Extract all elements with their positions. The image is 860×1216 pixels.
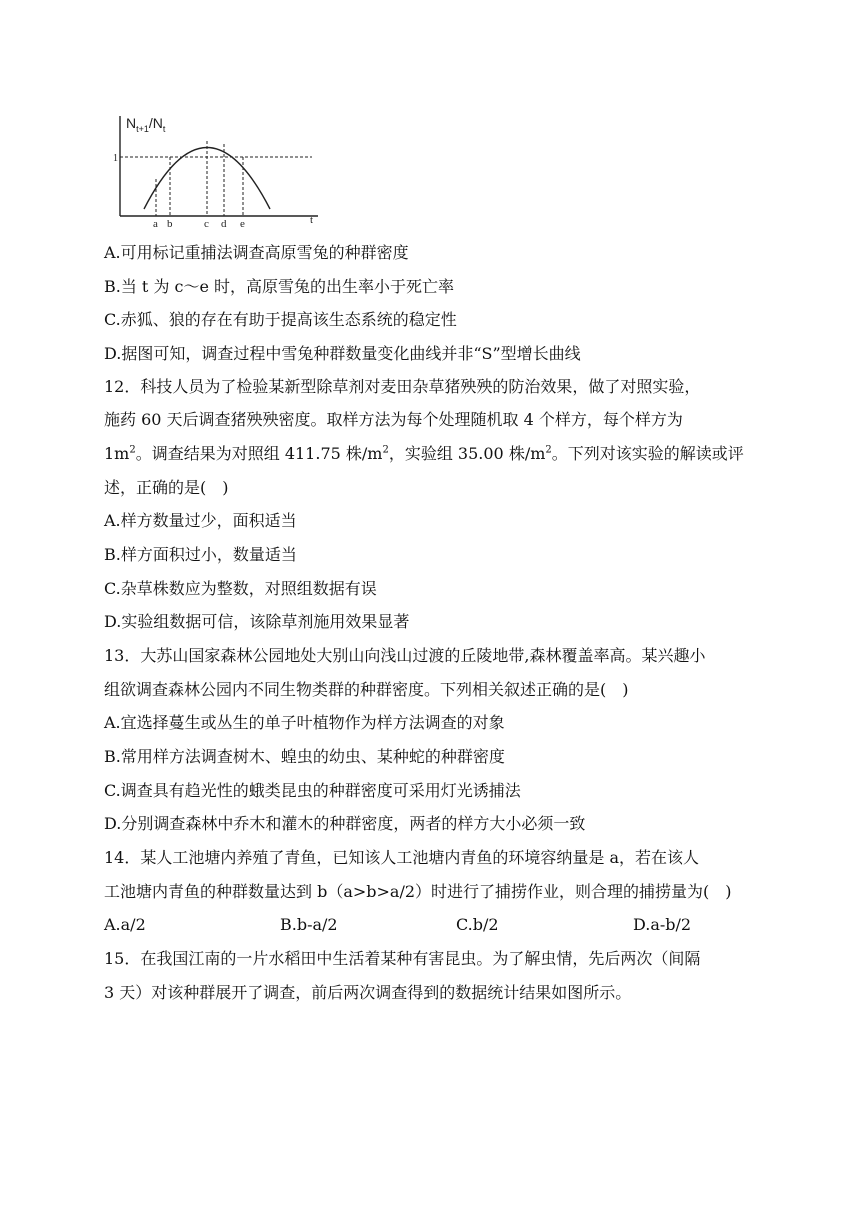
- q13-stem-line2: 组欲调查森林公园内不同生物类群的种群密度。下列相关叙述正确的是( ): [104, 680, 629, 699]
- q13-option-d: D.分别调查森林中乔木和灌木的种群密度，两者的样方大小必须一致: [104, 814, 586, 833]
- x-tick-b: b: [167, 218, 173, 230]
- q12-stem-line3: [104, 443, 744, 465]
- q14-option-b: B.b-a/2: [280, 915, 338, 934]
- x-tick-e: e: [240, 218, 245, 230]
- q13-option-c: C.调查具有趋光性的蛾类昆虫的种群密度可采用灯光诱捕法: [104, 781, 521, 800]
- superscript: 2: [545, 444, 552, 456]
- q12-option-a: A.样方数量过少，面积适当: [104, 511, 297, 530]
- q14-option-a: A.a/2: [104, 915, 146, 934]
- y-axis-label: $N_{t+1}/N_t$: [126, 115, 166, 134]
- q12-option-c: C.杂草株数应为整数，对照组数据有误: [104, 579, 377, 598]
- q11-option-c: C.赤狐、狼的存在有助于提高该生态系统的稳定性: [104, 310, 457, 329]
- q14-option-c: C.b/2: [456, 915, 499, 934]
- q15-stem-line2: 3 天）对该种群展开了调查，前后两次调查得到的数据统计结果如图所示。: [104, 983, 632, 1002]
- q14-stem-line2: 工池塘内青鱼的种群数量达到 b（a>b>a/2）时进行了捕捞作业，则合理的捕捞量为( ): [104, 882, 732, 901]
- x-tick-d: d: [221, 218, 227, 230]
- q12-stem-line2: 施药 60 天后调查猪殃殃密度。取样方法为每个处理随机取 4 个样方，每个样方为: [104, 410, 683, 429]
- q12-option-b: B.样方面积过小，数量适当: [104, 545, 297, 564]
- q13-option-b: B.常用样方法调查树木、蝗虫的幼虫、某种蛇的种群密度: [104, 747, 505, 766]
- q12-stem-line1: 12．科技人员为了检验某新型除草剂对麦田杂草猪殃殃的防治效果，做了对照实验，: [104, 377, 701, 396]
- q12-stem-part: ，实验组 35.00 株/m: [388, 444, 546, 463]
- q11-option-a: A.可用标记重捕法调查高原雪兔的种群密度: [104, 243, 409, 262]
- y-tick-one: 1: [113, 153, 118, 164]
- q11-option-b: B.当 t 为 c～e 时，高原雪兔的出生率小于死亡率: [104, 277, 455, 296]
- q14-stem-line1: 14．某人工池塘内养殖了青鱼，已知该人工池塘内青鱼的环境容纳量是 a，若在该人: [104, 848, 699, 867]
- q14-option-d: D.a-b/2: [633, 915, 692, 934]
- q13-stem-line1: 13．大苏山国家森林公园地处大别山向浅山过渡的丘陵地带,森林覆盖率高。某兴趣小: [104, 646, 706, 665]
- q12-stem-part: 1m: [104, 444, 130, 463]
- q12-stem-line4: 述，正确的是( ): [104, 478, 229, 497]
- q12-stem-part: 。调查结果为对照组 411.75 株/m: [135, 444, 383, 463]
- q12-option-d: D.实验组数据可信，该除草剂施用效果显著: [104, 612, 410, 631]
- q15-stem-line1: 15．在我国江南的一片水稻田中生活着某种有害昆虫。为了解虫情，先后两次（间隔: [104, 949, 701, 968]
- q11-option-d: D.据图可知，调查过程中雪兔种群数量变化曲线并非“S”型增长曲线: [104, 344, 581, 363]
- superscript: 2: [382, 444, 389, 456]
- x-axis-label: t: [310, 214, 314, 226]
- x-tick-a: a: [153, 218, 158, 230]
- superscript: 2: [129, 444, 136, 456]
- x-tick-c: c: [204, 218, 209, 230]
- q12-stem-part: 。下列对该实验的解读或评: [551, 444, 744, 463]
- population-ratio-figure: [104, 108, 324, 234]
- q13-option-a: A.宜选择蔓生或丛生的单子叶植物作为样方法调查的对象: [104, 713, 505, 732]
